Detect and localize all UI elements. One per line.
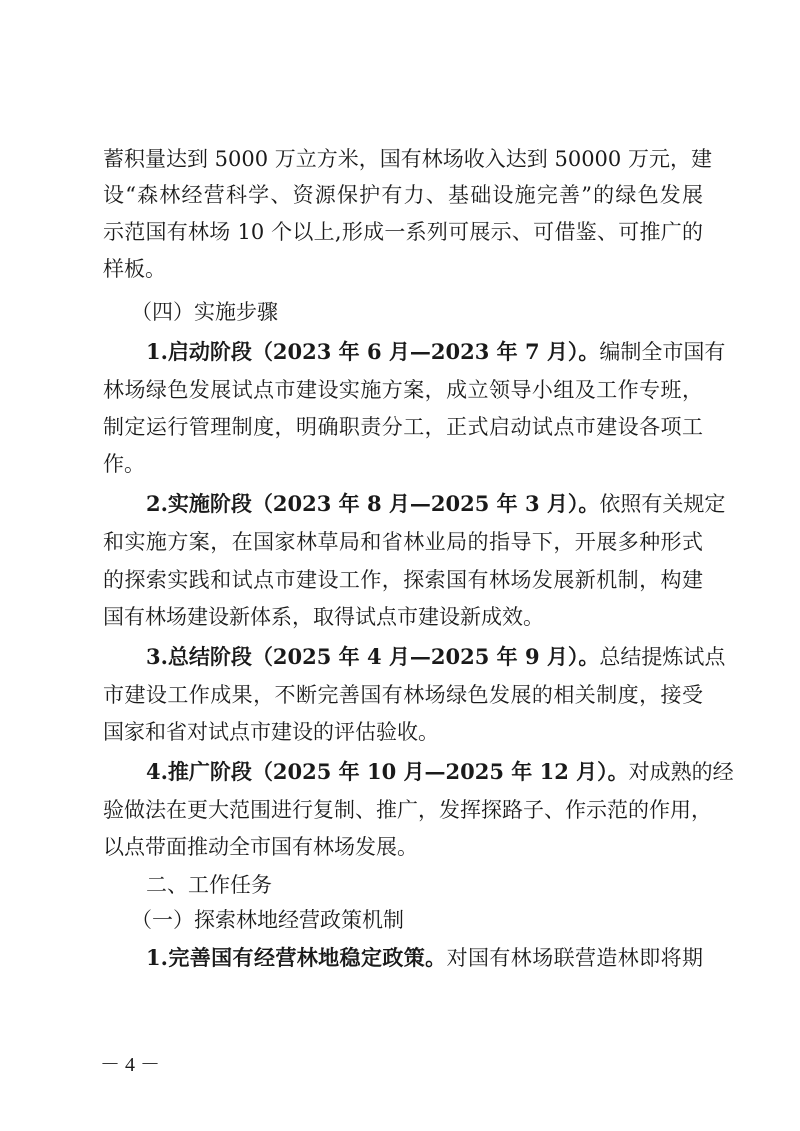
step-text: 总结提炼试点 [599, 645, 726, 669]
step-title: 2.实施阶段（2023 年 8 月—2025 年 3 月）。 [146, 491, 600, 516]
step-first-line [146, 335, 726, 369]
text-line: 作。 [103, 452, 145, 476]
section-heading: （一）探索林地经营政策机制 [131, 908, 404, 932]
text-line: 的探索实践和试点市建设工作，探索国有林场发展新机制，构建 [103, 568, 703, 592]
text-line: 蓄积量达到 5000 万立方米，国有林场收入达到 50000 万元，建 [103, 147, 712, 171]
step-first-line [146, 755, 734, 789]
text-line: 林场绿色发展试点市建设实施方案，成立领导小组及工作专班， [103, 378, 703, 402]
text-line: 市建设工作成果，不断完善国有林场绿色发展的相关制度，接受 [103, 683, 703, 707]
step-title: 3.总结阶段（2025 年 4 月—2025 年 9 月）。 [146, 644, 600, 669]
text-line: 制定运行管理制度，明确职责分工，正式启动试点市建设各项工 [103, 415, 703, 439]
chapter-heading: 二、工作任务 [146, 873, 272, 897]
text-line: 国有林场建设新体系，取得试点市建设新成效。 [103, 605, 544, 629]
text-line: 样板。 [103, 257, 166, 281]
text-line: 示范国有林场 10 个以上,形成一系列可展示、可借鉴、可推广的 [103, 220, 703, 244]
step-text: 依照有关规定 [599, 492, 726, 516]
task-text: 对国有林场联营造林即将期 [446, 946, 704, 970]
task-title: 1.完善国有经营林地稳定政策。 [146, 945, 447, 970]
section-heading: （四）实施步骤 [131, 300, 278, 324]
text-line: 设“森林经营科学、资源保护有力、基础设施完善”的绿色发展 [103, 183, 703, 207]
step-first-line [146, 640, 726, 674]
page-number: － 4 － [100, 1054, 160, 1076]
step-title: 1.启动阶段（2023 年 6 月—2023 年 7 月）。 [146, 339, 600, 364]
task-first-line [146, 941, 703, 975]
step-text: 编制全市国有 [599, 340, 726, 364]
text-line: 和实施方案，在国家林草局和省林业局的指导下，开展多种形式 [103, 530, 703, 554]
text-line: 验做法在更大范围进行复制、推广，发挥探路子、作示范的作用， [103, 798, 712, 822]
text-line: 以点带面推动全市国有林场发展。 [103, 835, 418, 859]
step-first-line [146, 487, 726, 521]
step-text: 对成熟的经 [628, 760, 734, 784]
step-title: 4.推广阶段（2025 年 10 月—2025 年 12 月）。 [146, 759, 629, 784]
text-line: 国家和省对试点市建设的评估验收。 [103, 720, 439, 744]
